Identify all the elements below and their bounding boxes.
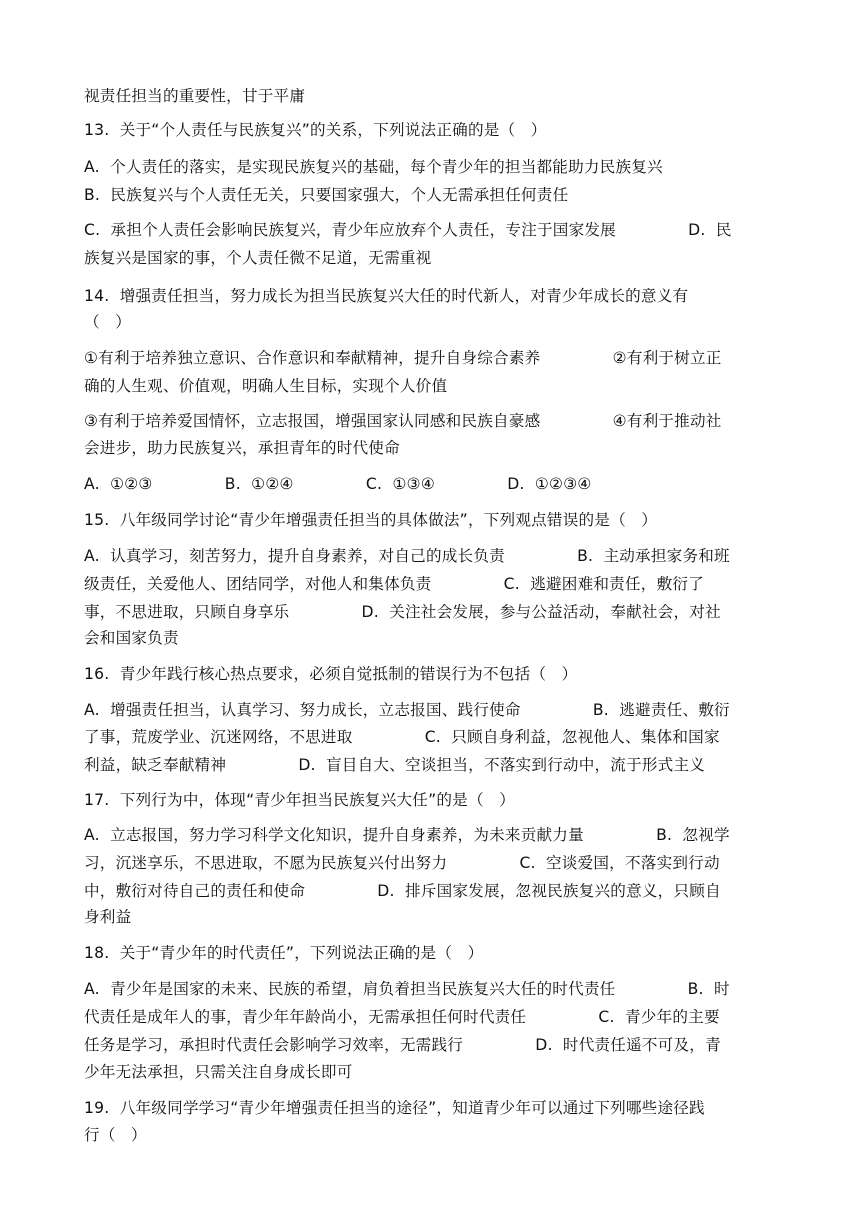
- text-line: 14. 增强责任担当，努力成长为担当民族复兴大任的时代新人，对青少年成长的意义有: [84, 287, 689, 305]
- text-line: A. 立志报国，努力学习科学文化知识，提升自身素养，为未来贡献力量 B. 忽视学: [84, 826, 730, 844]
- text-line: A. 增强责任担当，认真学习、努力成长，立志报国、践行使命 B. 逃避责任、敷衍: [84, 701, 730, 719]
- text-line: 少年无法承担，只需关注自身成长即可: [84, 1063, 353, 1081]
- text-line: 19. 八年级同学学习“青少年增强责任担当的途径”，知道青少年可以通过下列哪些途径践: [84, 1099, 705, 1117]
- text-line: ①有利于培养独立意识、合作意识和奉献精神，提升自身综合素养 ②有利于树立正: [84, 349, 722, 367]
- text-line: ③有利于培养爱国情怀，立志报国，增强国家认同感和民族自豪感 ④有利于推动社: [84, 412, 722, 430]
- text-line: 级责任，关爱他人、团结同学，对他人和集体负责 C. 逃避困难和责任，敷衍了: [84, 575, 704, 593]
- text-line: 任务是学习，承担时代责任会影响学习效率，无需践行 D. 时代责任遥不可及，青: [84, 1036, 721, 1054]
- text-line: 确的人生观、价值观，明确人生目标，实现个人价值: [84, 377, 448, 395]
- text-line: 18. 关于“青少年的时代责任”，下列说法正确的是（ ）: [84, 944, 484, 962]
- text-line: A. 青少年是国家的未来、民族的希望，肩负着担当民族复兴大任的时代责任 B. 时: [84, 980, 730, 998]
- text-line: 15. 八年级同学讨论“青少年增强责任担当的具体做法”，下列观点错误的是（ ）: [84, 511, 658, 529]
- text-line: C. 承担个人责任会影响民族复兴，青少年应放弃个人责任，专注于国家发展 D. 民: [84, 221, 732, 239]
- text-line: 中，敷衍对待自己的责任和使命 D. 排斥国家发展，忽视民族复兴的意义，只顾自: [84, 882, 721, 900]
- text-line: 会和国家负责: [84, 629, 179, 647]
- text-line: 利益，缺乏奉献精神 D. 盲目自大、空谈担当，不落实到行动中，流于形式主义: [84, 756, 706, 774]
- text-line: 了事，荒废学业、沉迷网络，不思进取 C. 只顾自身利益，忽视他人、集体和国家: [84, 728, 720, 746]
- text-line: 17. 下列行为中，体现“青少年担当民族复兴大任”的是（ ）: [84, 791, 515, 809]
- text-line: 视责任担当的重要性，甘于平庸: [84, 87, 306, 105]
- text-line: 13. 关于“个人责任与民族复兴”的关系，下列说法正确的是（ ）: [84, 121, 547, 139]
- text-line: （ ）: [84, 313, 132, 331]
- text-line: 行（ ）: [84, 1126, 147, 1144]
- text-line: 代责任是成年人的事，青少年年龄尚小，无需承担任何时代责任 C. 青少年的主要: [84, 1008, 720, 1026]
- text-line: A. ①②③ B. ①②④ C. ①③④ D. ①②③④: [84, 475, 592, 493]
- text-line: B. 民族复兴与个人责任无关，只要国家强大，个人无需承担任何责任: [84, 186, 569, 204]
- text-line: A. 个人责任的落实，是实现民族复兴的基础，每个青少年的担当都能助力民族复兴: [84, 158, 663, 176]
- text-line: 习，沉迷享乐，不思进取，不愿为民族复兴付出努力 C. 空谈爱国，不落实到行动: [84, 854, 720, 872]
- text-line: 事，不思进取，只顾自身享乐 D. 关注社会发展，参与公益活动，奉献社会，对社: [84, 603, 721, 621]
- text-line: A. 认真学习，刻苦努力，提升自身素养，对自己的成长负责 B. 主动承担家务和班: [84, 547, 730, 565]
- text-line: 族复兴是国家的事，个人责任微不足道，无需重视: [84, 249, 432, 267]
- text-line: 16. 青少年践行核心热点要求，必须自觉抵制的错误行为不包括（ ）: [84, 665, 578, 683]
- text-line: 身利益: [84, 908, 132, 926]
- text-line: 会进步，助力民族复兴，承担青年的时代使命: [84, 439, 400, 457]
